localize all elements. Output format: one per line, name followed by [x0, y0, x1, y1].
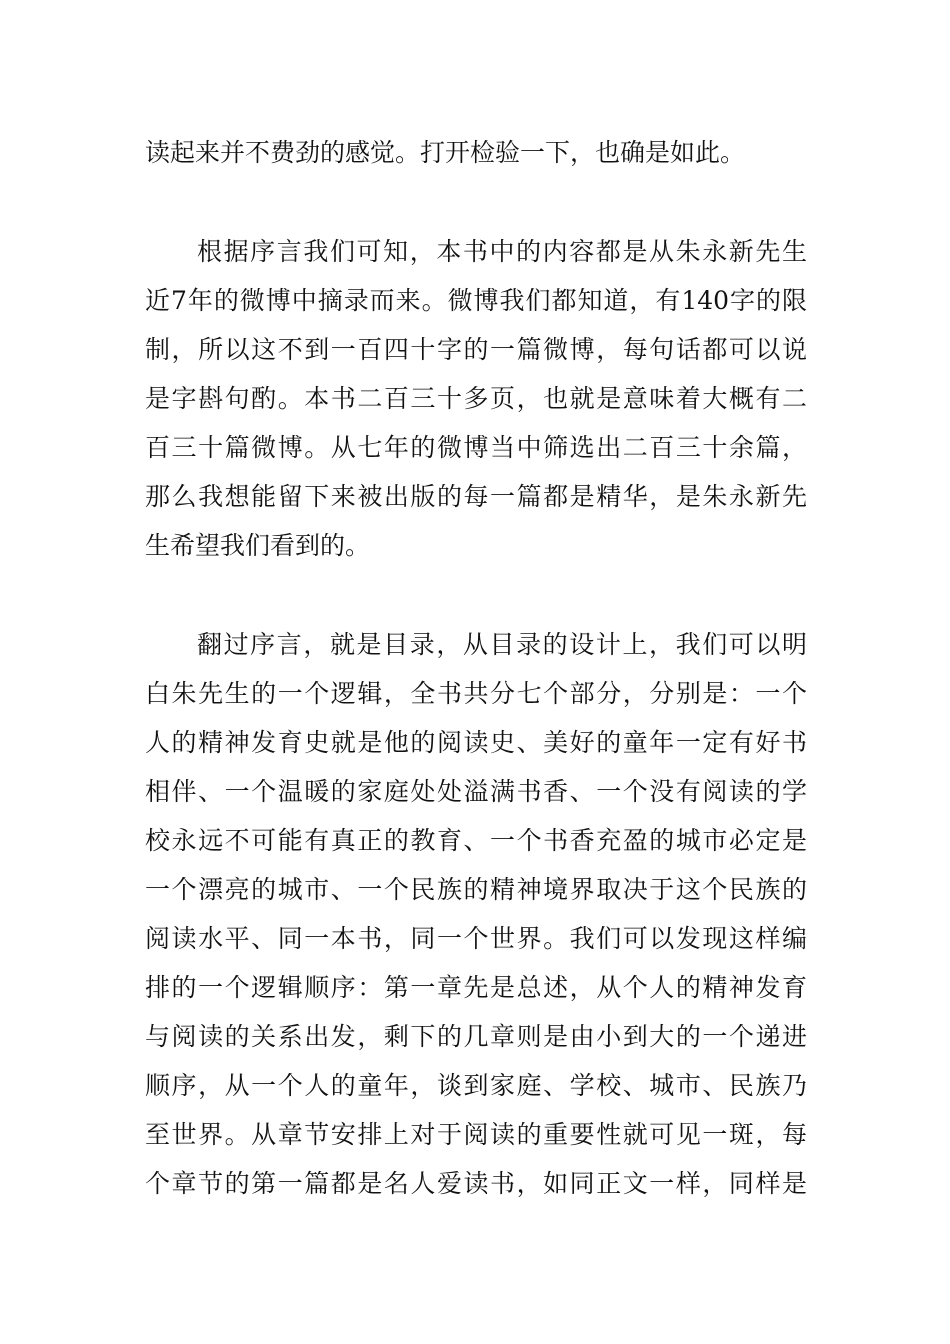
paragraph-line: 个章节的第一篇都是名人爱读书，如同正文一样，同样是 — [145, 1169, 807, 1198]
paragraph-gap — [145, 570, 807, 620]
paragraph-line: 生希望我们看到的。 — [145, 531, 371, 560]
paragraph-2 — [145, 227, 807, 570]
paragraph-line: 读起来并不费劲的感觉。打开检验一下，也确是如此。 — [145, 138, 746, 167]
paragraph-line: 与阅读的关系出发，剩下的几章则是由小到大的一个递进 — [145, 1022, 807, 1051]
paragraph-3 — [145, 620, 807, 1208]
paragraph-line: 根据序言我们可知，本书中的内容都是从朱永新先生 — [197, 237, 807, 266]
paragraph-line: 校永远不可能有真正的教育、一个书香充盈的城市必定是 — [145, 826, 807, 855]
paragraph-line: 百三十篇微博。从七年的微博当中筛选出二百三十余篇， — [145, 433, 807, 462]
paragraph-line: 白朱先生的一个逻辑，全书共分七个部分，分别是：一个 — [145, 679, 807, 708]
paragraph-line: 至世界。从章节安排上对于阅读的重要性就可见一斑，每 — [145, 1120, 807, 1149]
paragraph-line: 那么我想能留下来被出版的每一篇都是精华，是朱永新先 — [145, 482, 807, 511]
paragraph-line: 人的精神发育史就是他的阅读史、美好的童年一定有好书 — [145, 728, 807, 757]
paragraph-line: 相伴、一个温暖的家庭处处溢满书香、一个没有阅读的学 — [145, 777, 807, 806]
paragraph-line: 阅读水平、同一本书，同一个世界。我们可以发现这样编 — [145, 924, 807, 953]
paragraph-line: 制，所以这不到一百四十字的一篇微博，每句话都可以说 — [145, 335, 807, 364]
paragraph-gap — [145, 177, 807, 227]
paragraph-line: 一个漂亮的城市、一个民族的精神境界取决于这个民族的 — [145, 875, 807, 904]
paragraph-line: 近7年的微博中摘录而来。微博我们都知道，有140字的限 — [145, 286, 807, 315]
paragraph-line: 排的一个逻辑顺序：第一章先是总述，从个人的精神发育 — [145, 973, 807, 1002]
paragraph-line: 是字斟句酌。本书二百三十多页，也就是意味着大概有二 — [145, 384, 807, 413]
text-column — [145, 128, 807, 1208]
paragraph-line: 翻过序言，就是目录，从目录的设计上，我们可以明 — [197, 630, 807, 659]
paragraph-line: 顺序，从一个人的童年，谈到家庭、学校、城市、民族乃 — [145, 1071, 807, 1100]
paragraph-1 — [145, 128, 807, 177]
